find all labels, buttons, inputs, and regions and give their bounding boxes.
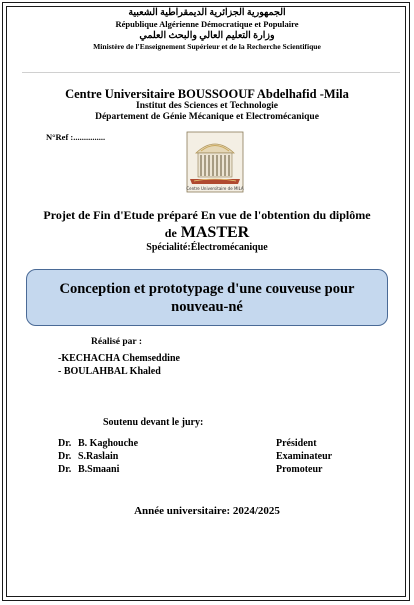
authors-label: Réalisé par : xyxy=(91,337,143,347)
jury-member-role: Promoteur xyxy=(276,464,323,475)
ministry-header: Ministère de l'Enseignement Supérieur et de la Recherche Scientifique xyxy=(93,42,321,51)
university-logo xyxy=(186,131,244,193)
reference-number: N°Ref :............... xyxy=(46,132,106,142)
jury-label: Soutenu devant le jury: xyxy=(103,417,204,428)
degree-prefix: de xyxy=(164,226,177,240)
jury-member-name: S.Raslain xyxy=(78,451,119,462)
header-divider xyxy=(22,72,400,73)
jury-member-title: Dr. xyxy=(58,464,72,475)
university-name: Centre Universitaire BOUSSOOUF Abdelhafid -Mila xyxy=(65,87,349,101)
thesis-title: Conception et prototypage d'une couveuse pour nouveau-né xyxy=(59,281,355,315)
logo-caption: Centre Universitaire de MILA xyxy=(186,186,244,191)
degree-name: MASTER xyxy=(180,224,250,241)
degree-line xyxy=(0,224,414,242)
jury-member-name: B. Kaghouche xyxy=(78,438,139,449)
project-description: Projet de Fin d'Etude préparé En vue de l'obtention du diplôme xyxy=(43,208,371,222)
jury-member-title: Dr. xyxy=(58,438,72,449)
author-name: - BOULAHBAL Khaled xyxy=(58,366,161,377)
academic-year: Année universitaire: 2024/2025 xyxy=(134,505,280,517)
arabic-republic-header: الجمهورية الجزائرية الديمقراطية الشعبية xyxy=(128,8,286,18)
republic-header: République Algérienne Démocratique et Populaire xyxy=(115,19,299,29)
arabic-ministry-header: وزارة التعليم العالي والبحث العلمي xyxy=(139,31,275,41)
jury-member-name: B.Smaani xyxy=(78,464,120,475)
department-name: Département de Génie Mécanique et Electromécanique xyxy=(95,112,319,122)
author-name: -KECHACHA Chemseddine xyxy=(58,353,180,364)
jury-member-role: Président xyxy=(276,438,317,449)
jury-member-role: Examinateur xyxy=(276,451,333,462)
jury-member-title: Dr. xyxy=(58,451,72,462)
institute-name: Institut des Sciences et Technologie xyxy=(136,101,278,111)
speciality: Spécialité:Électromécanique xyxy=(146,242,268,253)
